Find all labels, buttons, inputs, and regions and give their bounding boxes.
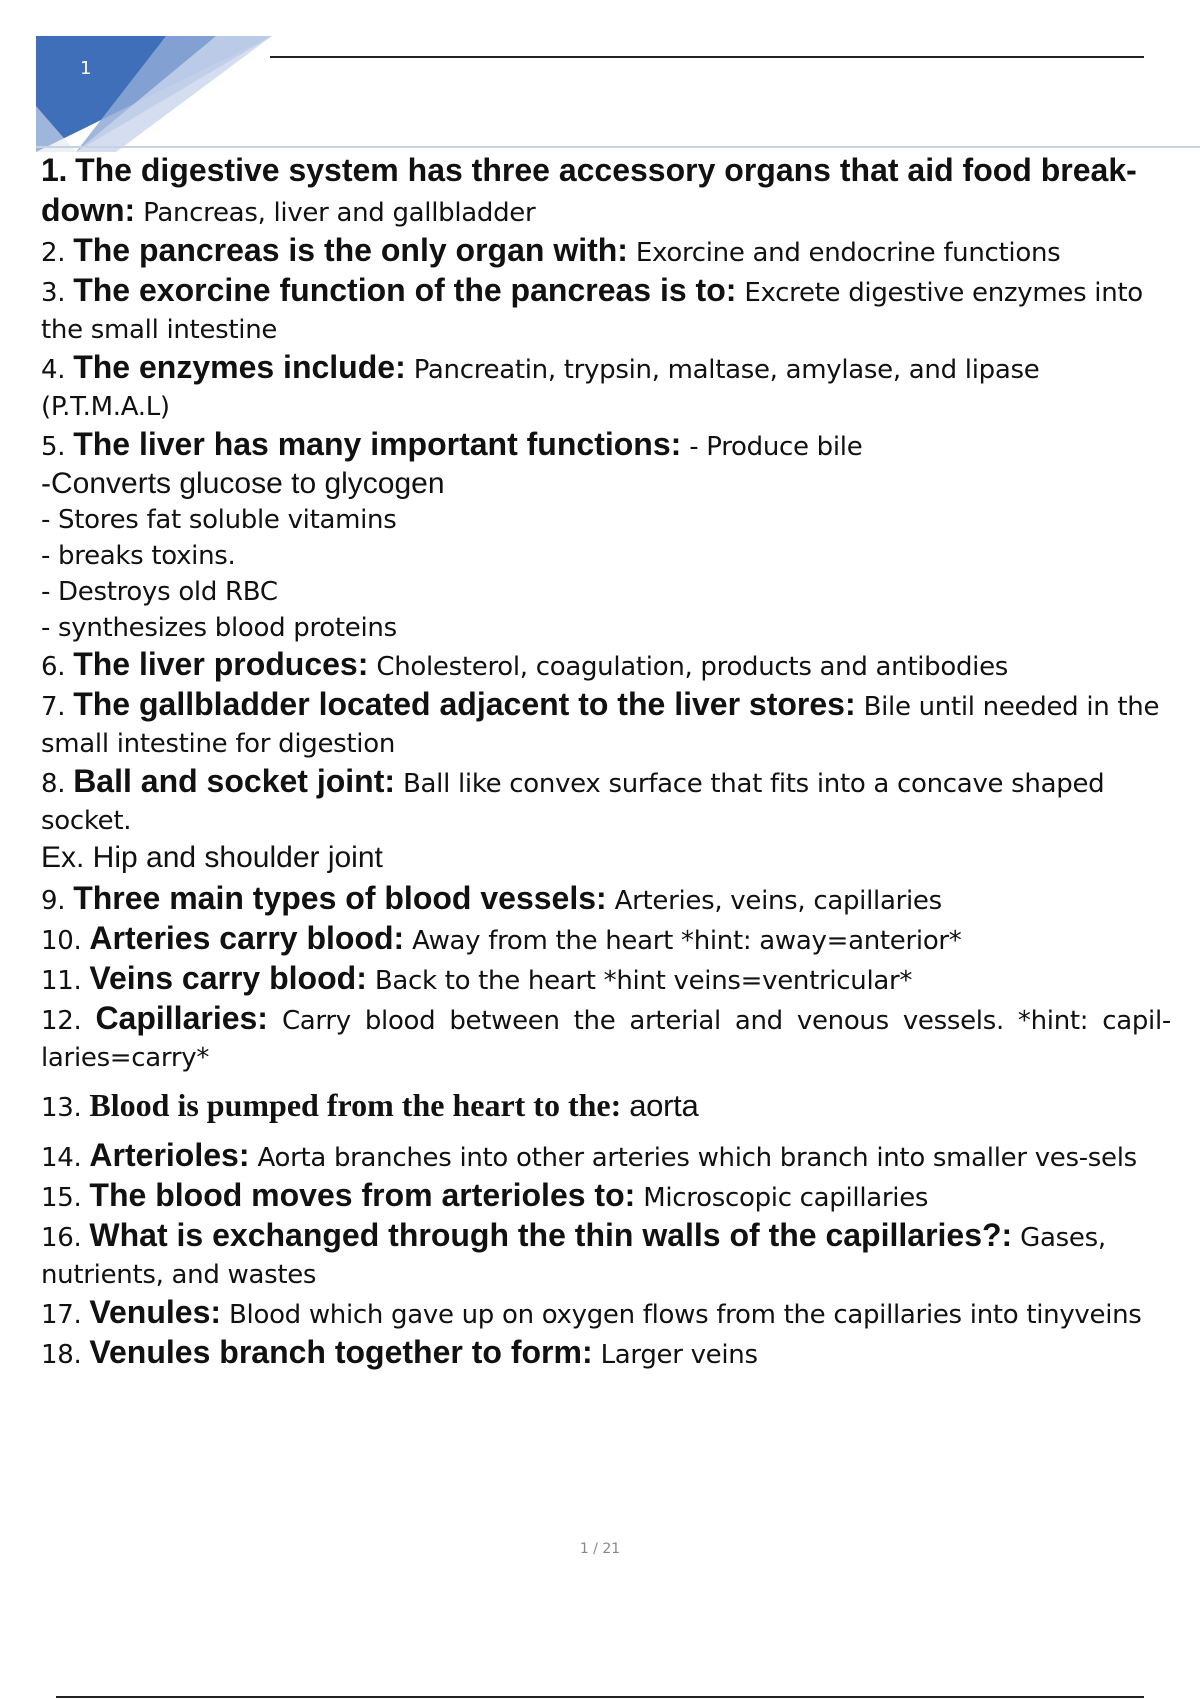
answer-17: Blood which gave up on oxygen flows from the capillaries into tinyveins: [229, 1300, 1142, 1330]
liver-function-5: - synthesizes blood proteins: [41, 613, 397, 643]
page-indicator: 1 / 21: [579, 1541, 621, 1557]
joint-example: Ex. Hip and shoulder joint: [41, 841, 383, 874]
header-rule: [270, 56, 1144, 58]
liver-function-2: - Stores fat soluble vitamins: [41, 505, 397, 535]
item-2: 2. The pancreas is the only organ with: Exorcine and endocrine functions: [41, 232, 1061, 268]
answer-5: - Produce bile: [689, 432, 863, 462]
item-15: 15. The blood moves from arterioles to: Microscopic capillaries: [41, 1177, 929, 1213]
item-14: 14. Arterioles: Aorta branches into other arteries which branch into smaller ves-sels: [41, 1137, 1137, 1173]
item-10: 10. Arteries carry blood: Away from the heart *hint: away=anterior*: [41, 920, 962, 956]
question-5: The liver has many important functions:: [73, 426, 682, 462]
answer-6: Cholesterol, coagulation, products and antibodies: [376, 652, 1009, 682]
question-14: Arterioles:: [89, 1137, 250, 1173]
question-12: Capillaries:: [95, 1000, 268, 1036]
answer-11: Back to the heart *hint veins=ventricular*: [374, 966, 913, 996]
answer-13: aorta: [629, 1088, 699, 1123]
item-5: 5. The liver has many important functions: - Produce bile: [41, 426, 863, 462]
question-13: Blood is pumped from the heart to the:: [89, 1087, 622, 1123]
question-8: Ball and socket joint:: [73, 763, 396, 799]
question-4: The enzymes include:: [73, 349, 406, 385]
question-15: The blood moves from arterioles to:: [89, 1177, 636, 1213]
question-11: Veins carry blood:: [89, 960, 367, 996]
item-6: 6. The liver produces: Cholesterol, coagulation, products and antibodies: [41, 646, 1009, 682]
answer-3: Excrete digestive enzymes into the small intestine: [41, 278, 1143, 345]
header-divider: [36, 146, 1200, 148]
answer-7: Bile until needed in the small intestine for digestion: [41, 692, 1160, 759]
answer-10: Away from the heart *hint: away=anterior*: [412, 926, 962, 956]
item-3: 3. The exorcine function of the pancreas is to: Excrete digestive enzymes into the small intestine: [41, 272, 1143, 345]
question-1: The digestive system has three accessory organs that aid food break-down:: [41, 152, 1137, 228]
answer-2: Exorcine and endocrine functions: [635, 238, 1061, 268]
liver-function-3: - breaks toxins.: [41, 541, 236, 571]
item-17: 17. Venules: Blood which gave up on oxygen flows from the capillaries into tinyveins: [41, 1294, 1142, 1330]
item-13: 13. Blood is pumped from the heart to the: aorta: [41, 1087, 699, 1123]
question-7: The gallbladder located adjacent to the liver stores:: [73, 686, 856, 722]
answer-12: Carry blood between the arterial and venous vessels. *hint: capil-laries=carry*: [41, 1006, 1171, 1073]
item-9: 9. Three main types of blood vessels: Arteries, veins, capillaries: [41, 880, 942, 916]
item-7: 7. The gallbladder located adjacent to the liver stores: Bile until needed in the small intestine for digestion: [41, 686, 1160, 759]
question-18: Venules branch together to form:: [89, 1334, 593, 1370]
liver-function-1: -Converts glucose to glycogen: [41, 467, 445, 500]
answer-4: Pancreatin, trypsin, maltase, amylase, and lipase (P.T.M.A.L): [41, 355, 1040, 422]
answer-9: Arteries, veins, capillaries: [614, 886, 942, 916]
question-2: The pancreas is the only organ with:: [73, 232, 628, 268]
item-11: 11. Veins carry blood: Back to the heart *hint veins=ventricular*: [41, 960, 913, 996]
page-number: 1: [80, 58, 92, 79]
answer-1: Pancreas, liver and gallbladder: [143, 198, 536, 228]
liver-function-4: - Destroys old RBC: [41, 577, 278, 607]
question-6: The liver produces:: [73, 646, 369, 682]
question-16: What is exchanged through the thin walls of the capillaries?:: [89, 1217, 1013, 1253]
answer-15: Microscopic capillaries: [643, 1183, 929, 1213]
item-12: 12. Capillaries: Carry blood between the arterial and venous vessels. *hint: capil-laries=carry*: [41, 1000, 1171, 1073]
item-16: 16. What is exchanged through the thin walls of the capillaries?: Gases, nutrients, and wastes: [41, 1217, 1106, 1290]
answer-14: Aorta branches into other arteries which branch into smaller ves-sels: [257, 1143, 1137, 1173]
answer-8: Ball like convex surface that fits into a concave shaped socket.: [41, 769, 1105, 836]
footer-rule: [56, 1696, 1144, 1698]
header-decoration: [36, 36, 272, 152]
question-3: The exorcine function of the pancreas is to:: [73, 272, 737, 308]
document-body: [41, 152, 1171, 1374]
item-8: 8. Ball and socket joint: Ball like convex surface that fits into a concave shaped socket.: [41, 763, 1105, 836]
item-1: 1. The digestive system has three accessory organs that aid food break-down: Pancreas, liver and gallbladder: [41, 152, 1137, 228]
question-10: Arteries carry blood:: [89, 920, 405, 956]
question-17: Venules:: [89, 1294, 222, 1330]
answer-16: Gases, nutrients, and wastes: [41, 1223, 1106, 1290]
question-9: Three main types of blood vessels:: [73, 880, 607, 916]
item-18: 18. Venules branch together to form: Larger veins: [41, 1334, 758, 1370]
answer-18: Larger veins: [600, 1340, 758, 1370]
item-4: 4. The enzymes include: Pancreatin, trypsin, maltase, amylase, and lipase (P.T.M.A.L): [41, 349, 1040, 422]
